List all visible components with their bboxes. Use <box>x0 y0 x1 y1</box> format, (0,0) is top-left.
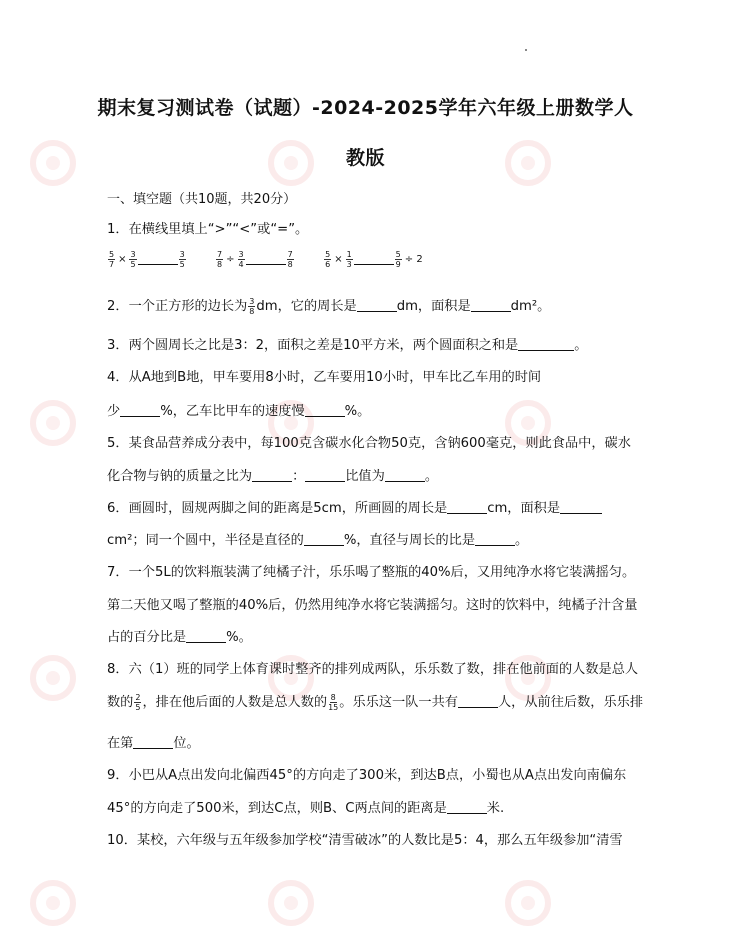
fraction: $\frac{3}{5}$ <box>130 250 136 269</box>
speck <box>525 49 527 51</box>
answer-blank[interactable] <box>560 500 602 514</box>
question-3: 3．两个圆周长之比是3：2，面积之差是10平方米，两个圆面积之和是 。 <box>107 338 588 353</box>
answer-blank[interactable] <box>518 337 574 351</box>
fraction: $\frac{1}{3}$ <box>346 250 352 269</box>
question-1: 1．在横线里填上“>”“<”或“=”。 <box>107 222 309 237</box>
answer-blank[interactable] <box>246 251 286 265</box>
section-heading: 一、填空题（共10题，共20分） <box>107 192 297 207</box>
question-5-line2: 化合物与钠的质量之比为 ： 比值为 。 <box>107 469 438 484</box>
answer-blank[interactable] <box>133 735 173 749</box>
fraction: $\frac{5}{7}$ <box>109 250 115 269</box>
answer-blank[interactable] <box>138 251 178 265</box>
question-9-line1: 9．小巴从A点出发向北偏西45°的方向走了300米，到达B点，小蜀也从A点出发向南偏东 <box>107 768 627 783</box>
fraction: $\frac{3}{8}$ <box>249 296 255 316</box>
answer-blank[interactable] <box>447 500 487 514</box>
answer-blank[interactable] <box>354 251 394 265</box>
question-6-line2: cm²；同一个圆中，半径是直径的 %，直径与周长的比是 。 <box>107 533 529 548</box>
answer-blank[interactable] <box>475 532 515 546</box>
question-5-line1: 5．某食品营养成分表中，每100克含碳水化合物50克，含钠600毫克，则此食品中，碳水 <box>107 436 631 451</box>
watermark-logo-icon <box>30 655 76 701</box>
watermark-logo-icon <box>30 880 76 926</box>
fraction: $\frac{8}{15}$ <box>328 692 339 712</box>
answer-blank[interactable] <box>458 694 498 708</box>
answer-blank[interactable] <box>447 800 487 814</box>
page-title-line2: 教版 <box>345 147 385 169</box>
fraction: $\frac{3}{4}$ <box>238 250 244 269</box>
q1-expressions: $\frac{5}{7}$ × $\frac{3}{5}$ $\frac{3}{5}$ $\frac{7}{8}$ ÷ $\frac{3}{4}$ $\frac{7}{8}$ $\frac{5}{6}$ × $\frac{1}{3}$ $\frac{5}{9}$ ÷ 2 <box>109 250 423 269</box>
question-8-line1: 8．六（1）班的同学上体育课时整齐的排列成两队，乐乐数了数，排在他前面的人数是总人 <box>107 662 639 677</box>
answer-blank[interactable] <box>304 532 344 546</box>
question-4-line2: 少 %，乙车比甲车的速度慢 %。 <box>107 404 371 419</box>
question-7-line2: 第二天他又喝了整瓶的40%后，仍然用纯净水将它装满摇匀。这时的饮料中，纯橘子汁含量 <box>107 598 638 613</box>
question-7-line1: 7．一个5L的饮料瓶装满了纯橘子汁，乐乐喝了整瓶的40%后，又用纯净水将它装满摇匀。 <box>107 565 636 580</box>
fraction: $\frac{5}{9}$ <box>395 250 401 269</box>
watermark-logo-icon <box>505 880 551 926</box>
fraction: $\frac{7}{8}$ <box>287 250 293 269</box>
question-10-line1: 10．某校，六年级与五年级参加学校“清雪破冰”的人数比是5：4，那么五年级参加“清雪 <box>107 833 623 848</box>
fraction: $\frac{2}{5}$ <box>135 692 141 712</box>
answer-blank[interactable] <box>385 468 425 482</box>
question-2: 2．一个正方形的边长为 $\frac{3}{8}$ dm，它的周长是 dm，面积是 dm²。 <box>107 296 551 316</box>
answer-blank[interactable] <box>186 629 226 643</box>
fraction: $\frac{3}{5}$ <box>179 250 185 269</box>
question-8-line3: 在第 位。 <box>107 736 200 751</box>
question-4-line1: 4．从A地到B地，甲车要用8小时，乙车要用10小时，甲车比乙车用的时间 <box>107 370 542 385</box>
fraction: $\frac{7}{8}$ <box>217 250 223 269</box>
question-8-line2: 数的 $\frac{2}{5}$ ，排在他后面的人数是总人数的 $\frac{8}{15}$ 。乐乐这一队一共有 人，从前往后数，乐乐排 <box>107 692 644 712</box>
question-7-line3: 占的百分比是 %。 <box>107 630 252 645</box>
answer-blank[interactable] <box>357 298 397 312</box>
answer-blank[interactable] <box>305 403 345 417</box>
watermark-logo-icon <box>268 880 314 926</box>
question-6-line1: 6．画圆时，圆规两脚之间的距离是5cm，所画圆的周长是 cm，面积是 <box>107 497 602 516</box>
question-9-line2: 45°的方向走了500米，到达C点，则B、C两点间的距离是 米. <box>107 801 505 816</box>
answer-blank[interactable] <box>120 403 160 417</box>
answer-blank[interactable] <box>305 468 345 482</box>
watermark-logo-icon <box>30 400 76 446</box>
answer-blank[interactable] <box>471 298 511 312</box>
page-title: 期末复习测试卷（试题）-2024-2025学年六年级上册数学人 <box>97 97 634 119</box>
answer-blank[interactable] <box>252 468 292 482</box>
fraction: $\frac{5}{6}$ <box>325 250 331 269</box>
